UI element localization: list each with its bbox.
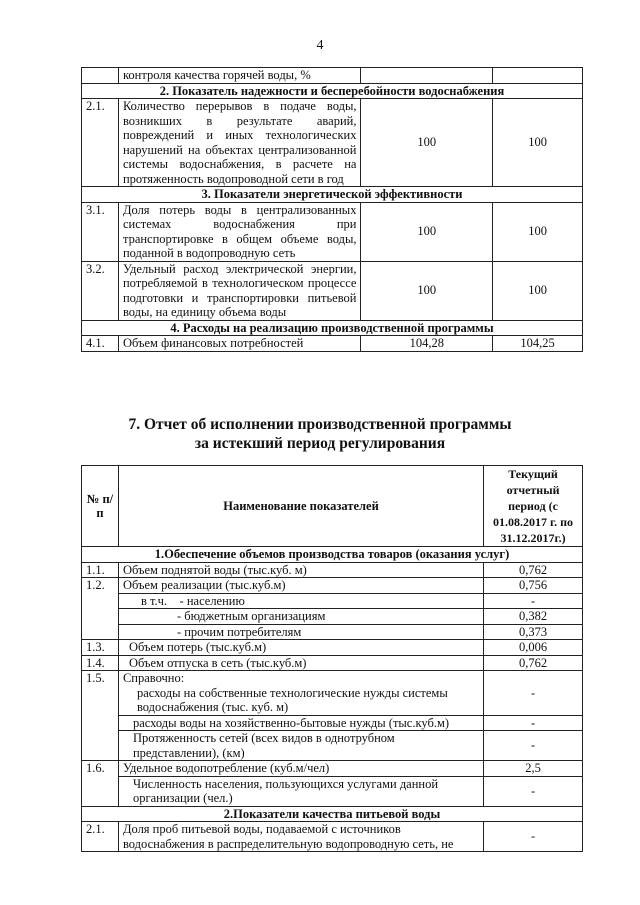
- row-value: -: [484, 671, 583, 716]
- row-value: 0,762: [484, 562, 583, 578]
- section-row: [82, 547, 583, 563]
- row-subtext: расходы на собственные технологические нужды системы водоснабжения (тыс. куб. м): [136, 685, 448, 714]
- row-text: Объем отпуска в сеть (тыс.куб.м): [118, 655, 483, 671]
- row-text: Объем реализации (тыс.куб.м): [118, 578, 483, 594]
- header-period: Текущий отчетный период (с 01.08.2017 г. по 31.12.2017г.): [484, 466, 583, 547]
- row-number: 1.4.: [82, 655, 119, 671]
- heading-line-1: 7. Отчет об исполнении производственной программы: [128, 416, 512, 433]
- row-value: 0,756: [484, 578, 583, 594]
- row-value-2: 104,25: [493, 336, 583, 352]
- row-text: в т.ч. - населению: [118, 593, 483, 609]
- row-label: Справочно:: [122, 671, 185, 685]
- section-row: [82, 320, 583, 336]
- row-text: Численность населения, пользующихся услугами данной организации (чел.): [118, 776, 483, 806]
- table-row: [82, 671, 583, 716]
- table-row: [82, 578, 583, 594]
- report-table: [81, 465, 583, 852]
- row-value: -: [484, 593, 583, 609]
- row-text: Доля проб питьевой воды, подаваемой с источников водоснабжения в распределительную водопроводную сеть, не: [118, 822, 483, 852]
- table-row: [82, 261, 583, 320]
- indicators-table: [81, 67, 583, 352]
- row-number: 1.2.: [82, 578, 119, 640]
- section-title: 2.Показатели качества питьевой воды: [82, 806, 583, 822]
- row-number: 1.3.: [82, 640, 119, 656]
- row-text: Количество перерывов в подаче воды, возникших в результате аварий, повреждений и иных технологических нарушений на объектах централизованной системы водоснабжения, в расчете на протяженность водопроводной сети в год: [118, 99, 361, 187]
- section-row: [82, 806, 583, 822]
- section-title: 1.Обеспечение объемов производства товаров (оказания услуг): [82, 547, 583, 563]
- table-row: [82, 562, 583, 578]
- row-value: 0,382: [484, 609, 583, 625]
- section-title: 3. Показатели энергетической эффективности: [82, 187, 583, 203]
- row-value: -: [484, 731, 583, 761]
- page-number: 4: [316, 38, 324, 53]
- row-value-1: 100: [361, 261, 493, 320]
- table-row: [82, 655, 583, 671]
- row-text: Объем поднятой воды (тыс.куб. м): [118, 562, 483, 578]
- row-number: 3.1.: [82, 202, 119, 261]
- row-text: контроля качества горячей воды, %: [118, 68, 361, 84]
- row-text: - бюджетным организациям: [118, 609, 483, 625]
- table-row: [82, 624, 583, 640]
- row-text: Объем потерь (тыс.куб.м): [118, 640, 483, 656]
- row-text: [118, 671, 483, 716]
- row-text: - прочим потребителям: [118, 624, 483, 640]
- table-row: [82, 761, 583, 777]
- table-row: [82, 776, 583, 806]
- heading-line-2: за истекший период регулирования: [194, 435, 446, 452]
- row-value-2: 100: [493, 202, 583, 261]
- table-row: [82, 640, 583, 656]
- row-text: Удельное водопотребление (куб.м/чел): [118, 761, 483, 777]
- table-row: [82, 593, 583, 609]
- row-number: 1.6.: [82, 761, 119, 807]
- row-value: 2,5: [484, 761, 583, 777]
- section-row: [82, 83, 583, 99]
- row-value: 0,006: [484, 640, 583, 656]
- section-title: 4. Расходы на реализацию производственной программы: [82, 320, 583, 336]
- row-value-1: 100: [361, 202, 493, 261]
- table-row: [82, 731, 583, 761]
- row-text: Удельный расход электрической энергии, потребляемой в технологическом процессе подготовки и транспортировки питьевой воды, на единицу объема воды: [118, 261, 361, 320]
- row-text: Объем финансовых потребностей: [118, 336, 361, 352]
- row-number: 2.1.: [82, 822, 119, 852]
- table-row: [82, 202, 583, 261]
- header-num: № п/п: [82, 466, 119, 547]
- header-row: [82, 466, 583, 547]
- table-row: [82, 68, 583, 84]
- row-number: 4.1.: [82, 336, 119, 352]
- row-value: -: [484, 822, 583, 852]
- section-row: [82, 187, 583, 203]
- table-row: [82, 336, 583, 352]
- row-value-1: 104,28: [361, 336, 493, 352]
- table-row: [82, 99, 583, 187]
- section-heading: [0, 415, 640, 453]
- table-row: [82, 715, 583, 731]
- row-value-2: 100: [493, 99, 583, 187]
- section-title: 2. Показатель надежности и бесперебойности водоснабжения: [82, 83, 583, 99]
- row-value: 0,373: [484, 624, 583, 640]
- header-name: Наименование показателей: [118, 466, 483, 547]
- row-text: расходы воды на хозяйственно-бытовые нужды (тыс.куб.м): [118, 715, 483, 731]
- row-number: 3.2.: [82, 261, 119, 320]
- row-number: 1.5.: [82, 671, 119, 761]
- row-number: 2.1.: [82, 99, 119, 187]
- row-text: Протяженность сетей (всех видов в однотрубном представлении), (км): [118, 731, 483, 761]
- row-value-1: 100: [361, 99, 493, 187]
- table-row: [82, 609, 583, 625]
- row-number: 1.1.: [82, 562, 119, 578]
- row-value-2: 100: [493, 261, 583, 320]
- row-text: Доля потерь воды в централизованных системах водоснабжения при транспортировке в общем объеме воды, поданной в водопроводную сеть: [118, 202, 361, 261]
- row-value: -: [484, 776, 583, 806]
- row-value: -: [484, 715, 583, 731]
- row-value: 0,762: [484, 655, 583, 671]
- table-row: [82, 822, 583, 852]
